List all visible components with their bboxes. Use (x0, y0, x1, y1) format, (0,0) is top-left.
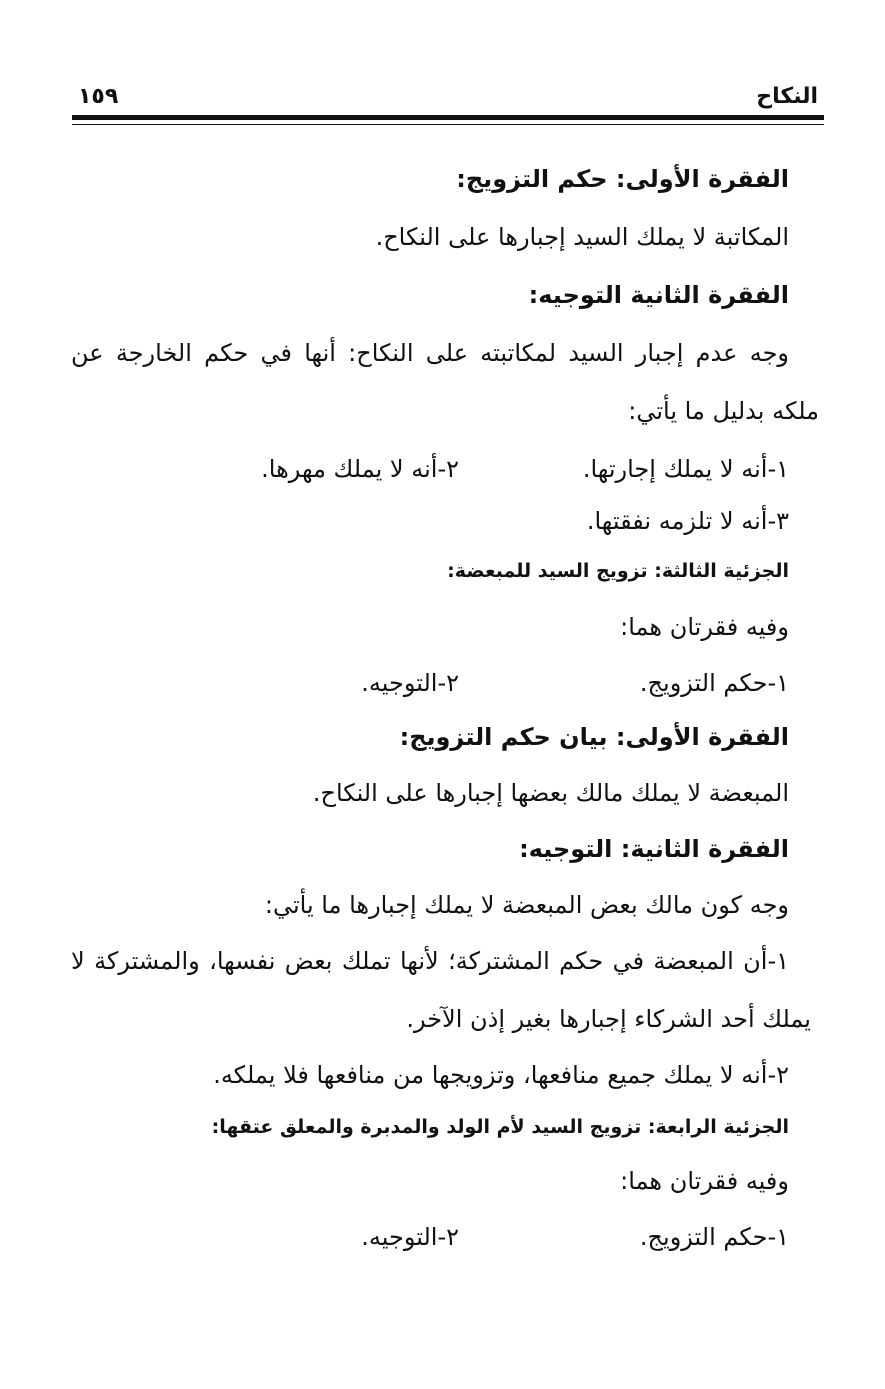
list-item: ٢-أنه لا يملك مهرها. (261, 455, 459, 483)
page-number: ١٥٩ (78, 84, 119, 109)
paragraph-line: المبعضة لا يملك مالك بعضها إجبارها على النكاح. (312, 779, 789, 807)
paragraph-line: وفيه فقرتان هما: (620, 613, 789, 641)
paragraph-line: وجه كون مالك بعض المبعضة لا يملك إجبارها ما يأتي: (264, 891, 789, 919)
list-item: ٢-التوجيه. (361, 1223, 459, 1251)
paragraph-line: يملك أحد الشركاء إجبارها بغير إذن الآخر. (406, 1005, 811, 1033)
subsection-heading: الجزئية الرابعة: تزويج السيد لأم الولد والمدبرة والمعلق عتقها: (211, 1116, 789, 1138)
section-heading: الفقرة الأولى: بيان حكم التزويج: (399, 723, 789, 751)
paragraph-line: المكاتبة لا يملك السيد إجبارها على النكاح. (375, 223, 789, 251)
list-item: ١-حكم التزويج. (639, 669, 789, 697)
section-heading: الفقرة الأولى: حكم التزويج: (456, 165, 789, 193)
subsection-heading: الجزئية الثالثة: تزويج السيد للمبعضة: (447, 560, 789, 582)
running-header (72, 80, 822, 116)
paragraph-line: وفيه فقرتان هما: (620, 1167, 789, 1195)
list-item: ١-أنه لا يملك إجارتها. (582, 455, 789, 483)
list-item: ٢-التوجيه. (361, 669, 459, 697)
list-item: ١-حكم التزويج. (639, 1223, 789, 1251)
paragraph-line: ملكه بدليل ما يأتي: (628, 397, 819, 425)
paragraph-line: ١-أن المبعضة في حكم المشتركة؛ لأنها تملك بعض نفسها، والمشتركة لا (71, 947, 789, 975)
paragraph-line: وجه عدم إجبار السيد لمكاتبته على النكاح: أنها في حكم الخارجة عن (71, 339, 789, 367)
header-rule-thick (72, 115, 824, 120)
list-item: ٣-أنه لا تلزمه نفقتها. (586, 507, 789, 535)
section-heading: الفقرة الثانية: التوجيه: (519, 835, 789, 863)
list-item: ٢-أنه لا يملك جميع منافعها، وتزويجها من منافعها فلا يملكه. (213, 1061, 789, 1089)
header-rule-thin (72, 124, 824, 125)
section-heading: الفقرة الثانية التوجيه: (528, 281, 789, 309)
chapter-title: النكاح (756, 84, 818, 109)
